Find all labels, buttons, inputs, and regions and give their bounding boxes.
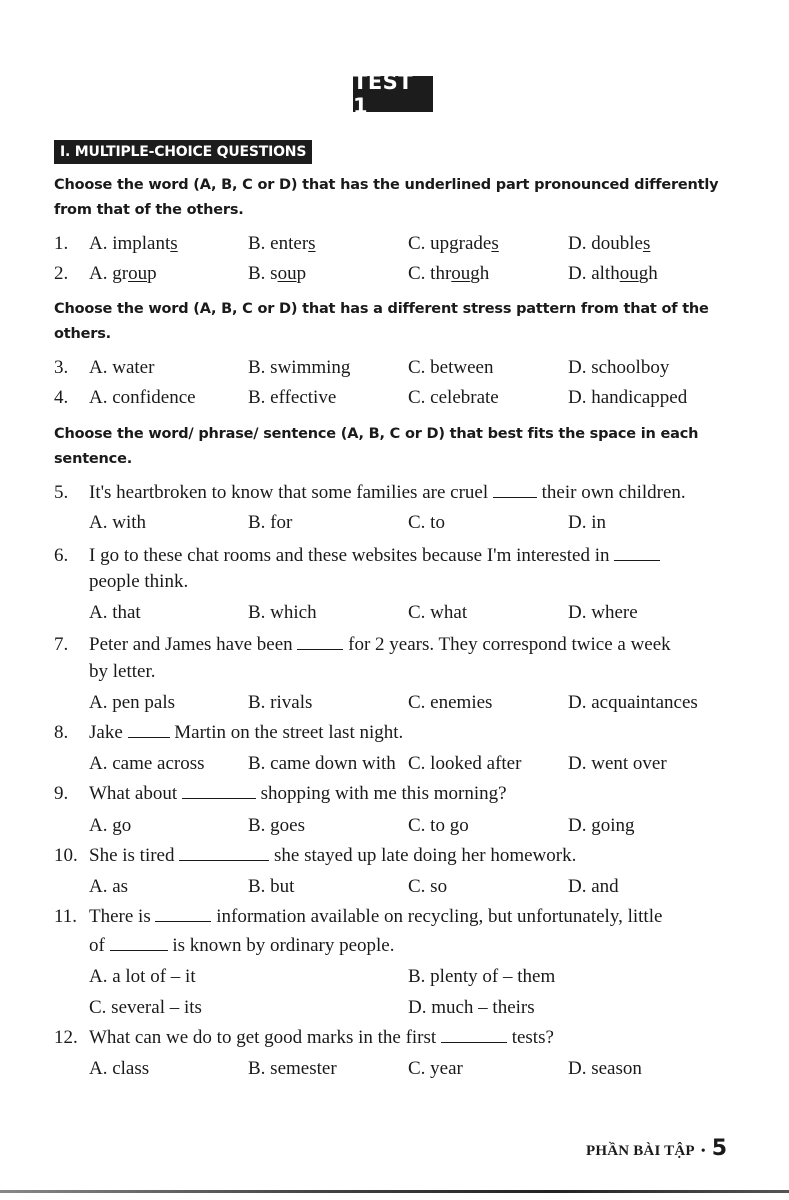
option-b: B. rivals: [248, 692, 313, 713]
option-a: A. with: [89, 512, 146, 533]
option-b: B. effective: [248, 387, 337, 408]
option-c: C. to go: [408, 815, 469, 836]
option-a: A. water: [89, 357, 155, 378]
option-d: D. in: [568, 512, 606, 533]
question-number: 7.: [54, 634, 69, 655]
option-b: B. swimming: [248, 357, 351, 378]
question-number: 8.: [54, 722, 69, 743]
option-c: C. between: [408, 357, 494, 378]
question-number: 5.: [54, 482, 69, 503]
footer-bullet: •: [700, 1144, 706, 1159]
option-a: A. a lot of – it: [89, 966, 196, 987]
bottom-rule: [0, 1190, 789, 1193]
question-number: 11.: [54, 906, 78, 927]
footer-section-label: PHẦN BÀI TẬP: [585, 1143, 695, 1159]
question-number: 12.: [54, 1027, 78, 1048]
page-number: 5: [711, 1136, 727, 1161]
option-c: C. through: [408, 263, 490, 284]
option-c: C. year: [408, 1058, 463, 1079]
option-d: D. handicapped: [568, 387, 688, 408]
page-footer: [586, 1136, 727, 1161]
answer-blank: [182, 782, 256, 799]
option-b: B. semester: [248, 1058, 337, 1079]
answer-blank: [128, 721, 170, 738]
answer-blank: [441, 1026, 507, 1043]
option-b: B. enters: [248, 233, 316, 254]
question-stem: What can we do to get good marks in the first tests?: [89, 1027, 554, 1048]
option-a: A. class: [89, 1058, 150, 1079]
option-c: C. so: [408, 876, 448, 897]
question-stem: What about shopping with me this morning?: [89, 783, 507, 804]
option-b: B. plenty of – them: [408, 966, 556, 987]
question-stem: Peter and James have been for 2 years. They correspond twice a week: [89, 634, 671, 655]
option-c: C. celebrate: [408, 387, 499, 408]
option-d: D. going: [568, 815, 635, 836]
option-c: C. upgrades: [408, 233, 499, 254]
answer-blank: [614, 544, 660, 561]
question-stem: It's heartbroken to know that some families are cruel their own children.: [89, 482, 686, 503]
test-title: TEST 1: [353, 76, 433, 112]
option-d: D. and: [568, 876, 619, 897]
question-number: 6.: [54, 545, 69, 566]
option-a: A. came across: [89, 753, 205, 774]
option-d: D. much – theirs: [408, 997, 535, 1018]
option-d: D. acquaintances: [568, 692, 698, 713]
question-number: 9.: [54, 783, 69, 804]
option-b: B. soup: [248, 263, 307, 284]
instruction-gap-fill: Choose the word/ phrase/ sentence (A, B, C or D) that best fits the space in each sentence.: [54, 426, 699, 467]
question-number: 4.: [54, 387, 69, 408]
question-number: 2.: [54, 263, 69, 284]
option-c: C. to: [408, 512, 445, 533]
option-d: D. doubles: [568, 233, 651, 254]
option-d: D. although: [568, 263, 658, 284]
question-stem-continued: people think.: [89, 571, 189, 592]
option-a: A. pen pals: [89, 692, 176, 713]
option-b: B. but: [248, 876, 295, 897]
option-a: A. confidence: [89, 387, 196, 408]
option-d: D. went over: [568, 753, 667, 774]
answer-blank: [493, 481, 537, 498]
answer-blank: [155, 905, 211, 922]
answer-blank: [110, 934, 168, 951]
section-title: I. MULTIPLE-CHOICE QUESTIONS: [54, 140, 312, 164]
question-number: 3.: [54, 357, 69, 378]
option-c: C. looked after: [408, 753, 522, 774]
option-a: A. go: [89, 815, 132, 836]
option-b: B. came down with: [248, 753, 396, 774]
option-d: D. schoolboy: [568, 357, 670, 378]
option-a: A. implants: [89, 233, 178, 254]
question-stem: Jake Martin on the street last night.: [89, 722, 404, 743]
question-stem-continued: of is known by ordinary people.: [89, 935, 395, 956]
question-stem: I go to these chat rooms and these websites because I'm interested in: [89, 544, 660, 568]
question-number: 1.: [54, 233, 69, 254]
instruction-pronunciation: Choose the word (A, B, C or D) that has the underlined part pronounced differently from that of the others.: [54, 177, 719, 218]
instruction-stress: Choose the word (A, B, C or D) that has a different stress pattern from that of the others.: [54, 301, 709, 342]
option-a: A. that: [89, 602, 141, 623]
question-stem-continued: by letter.: [89, 661, 156, 682]
question-stem: She is tired she stayed up late doing her homework.: [89, 845, 577, 866]
option-b: B. for: [248, 512, 293, 533]
option-b: B. which: [248, 602, 317, 623]
option-a: A. as: [89, 876, 129, 897]
question-stem: There is information available on recycling, but unfortunately, little: [89, 906, 663, 927]
option-c: C. several – its: [89, 997, 202, 1018]
option-d: D. season: [568, 1058, 642, 1079]
option-d: D. where: [568, 602, 638, 623]
answer-blank: [179, 844, 269, 861]
question-number: 10.: [54, 845, 78, 866]
answer-blank: [297, 633, 343, 650]
option-b: B. goes: [248, 815, 305, 836]
option-c: C. enemies: [408, 692, 493, 713]
option-a: A. group: [89, 263, 157, 284]
option-c: C. what: [408, 602, 468, 623]
